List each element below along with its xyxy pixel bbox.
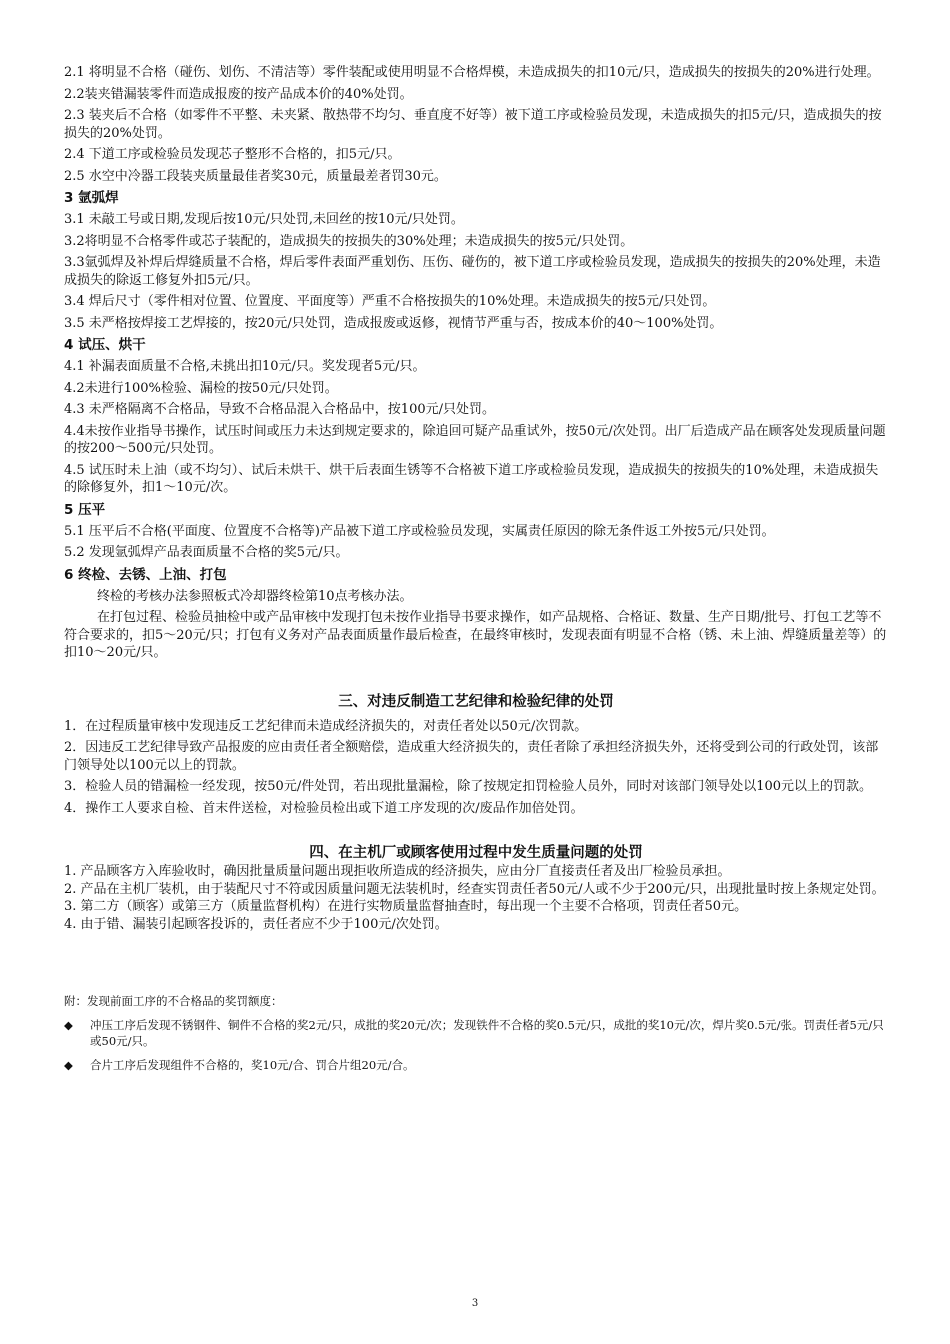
appendix-bullet-2 <box>64 1057 888 1073</box>
part-3-item-1: 1．在过程质量审核中发现违反工艺纪律而未造成经济损失的，对责任者处以50元/次罚款。 <box>64 718 588 734</box>
section-4-heading: 4 试压、烘干 <box>64 337 146 353</box>
item-4-1: 4.1 补漏表面质量不合格,未挑出扣10元/只。奖发现者5元/只。 <box>64 359 426 374</box>
part-4-title: 四、在主机厂或顾客使用过程中发生质量问题的处罚 <box>309 845 643 861</box>
part-3-item-3: 3．检验人员的错漏检一经发现，按50元/件处罚，若出现批量漏检，除了按规定扣罚检验人员外，同时对该部门领导处以100元以上的罚款。 <box>64 779 873 794</box>
item-2-2: 2.2装夹错漏装零件而造成报废的按产品成本价的40%处罚。 <box>64 86 413 102</box>
part-4-item-3: 3. 第二方（顾客）或第三方（质量监督机构）在进行实物质量监督抽查时，每出现一个主要不合格项，罚责任者50元。 <box>64 899 748 914</box>
item-4-5: 4.5 试压时未上油（或不均匀）、试后未烘干、烘干后表面生锈等不合格被下道工序或检验员发现，造成损失的按损失的10%处理，未造成损失的除修复外，扣1～10元/次。 <box>64 462 879 495</box>
appendix-bullet-text: 合片工序后发现组件不合格的，奖10元/合、罚合片组20元/合。 <box>90 1058 415 1072</box>
part-4-items <box>64 863 888 933</box>
item-2-5: 2.5 水空中冷器工段装夹质量最佳者奖30元，质量最差者罚30元。 <box>64 168 447 184</box>
section-6-paragraph-1: 终检的考核办法参照板式冷却器终检第10点考核办法。 <box>97 588 413 604</box>
diamond-bullet-icon: ◆ <box>64 1018 73 1032</box>
item-2-3: 2.3 装夹后不合格（如零件不平整、未夹紧、散热带不均匀、垂直度不好等）被下道工序或检验员发现，未造成损失的扣5元/只，造成损失的按损失的20%处罚。 <box>64 108 882 141</box>
part-3-title: 三、对违反制造工艺纪律和检验纪律的处罚 <box>338 693 614 710</box>
diamond-bullet-icon: ◆ <box>64 1058 73 1072</box>
item-5-1: 5.1 压平后不合格(平面度、位置度不合格等)产品被下道工序或检验员发现，实属责任原因的除无条件返工外按5元/只处罚。 <box>64 523 775 539</box>
appendix-bullet-text: 冲压工序后发现不锈钢件、铜件不合格的奖2元/只，成批的奖20元/次；发现铁件不合格的奖0.5元/只，成批的奖10元/次，焊片奖0.5元/张。罚责任者5元/只或50元/只。 <box>90 1018 884 1048</box>
item-2-4: 2.4 下道工序或检验员发现芯子整形不合格的，扣5元/只。 <box>64 147 401 162</box>
item-3-5: 3.5 未严格按焊接工艺焊接的，按20元/只处罚，造成报废或返修，视情节严重与否，按成本价的40～100%处罚。 <box>64 315 723 331</box>
item-2-1: 2.1 将明显不合格（碰伤、划伤、不清洁等）零件装配或使用明显不合格焊模，未造成损失的扣10元/只，造成损失的按损失的20%进行处理。 <box>64 65 880 80</box>
item-3-3: 3.3氩弧焊及补焊后焊缝质量不合格，焊后零件表面严重划伤、压伤、碰伤的，被下道工序或检验员发现，造成损失的按损失的20%处理，未造成损失的除返工修复外扣5元/只。 <box>64 255 881 288</box>
item-5-2: 5.2 发现氩弧焊产品表面质量不合格的奖5元/只。 <box>64 545 349 560</box>
part-4-item-2: 2. 产品在主机厂装机，由于装配尺寸不符或因质量问题无法装机时，经查实罚责任者50元/人或不少于200元/只，出现批量时按上条规定处罚。 <box>64 881 885 897</box>
appendix-heading: 附：发现前面工序的不合格品的奖罚额度： <box>64 994 283 1008</box>
document-page <box>64 64 888 1081</box>
section-6-heading: 6 终检、去锈、上油、打包 <box>64 566 227 583</box>
part-4-item-4: 4. 由于错、漏装引起顾客投诉的，责任者应不少于100元/次处罚。 <box>64 916 448 932</box>
item-3-1: 3.1 未敲工号或日期,发现后按10元/只处罚,未回丝的按10元/只处罚。 <box>64 212 464 227</box>
part-3-item-2: 2．因违反工艺纪律导致产品报废的应由责任者全额赔偿，造成重大经济损失的，责任者除了承担经济损失外，还将受到公司的行政处罚，该部门领导处以100元以上的罚款。 <box>64 740 879 773</box>
item-4-3: 4.3 未严格隔离不合格品，导致不合格品混入合格品中，按100元/只处罚。 <box>64 402 495 417</box>
item-3-4: 3.4 焊后尺寸（零件相对位置、位置度、平面度等）严重不合格按损失的10%处理。未造成损失的按5元/只处罚。 <box>64 294 716 309</box>
item-4-2: 4.2未进行100%检验、漏检的按50元/只处罚。 <box>64 380 338 396</box>
item-3-2: 3.2将明显不合格零件或芯子装配的，造成损失的按损失的30%处理；未造成损失的按5元/只处罚。 <box>64 233 634 249</box>
section-3-heading: 3 氩弧焊 <box>64 190 119 206</box>
section-6-paragraph-2: 在打包过程、检验员抽检中或产品审核中发现打包未按作业指导书要求操作，如产品规格、合格证、数量、生产日期/批号、打包工艺等不符合要求的，扣5～20元/只；打包有义务对产品表面质量作最后检查，在最终审核时，发现表面有明显不合格（锈、未上油、焊缝质量差等）的扣10～20元/只。 <box>64 610 887 660</box>
section-5-heading: 5 压平 <box>64 501 106 518</box>
section-2-items <box>64 64 888 185</box>
part-4-item-1: 1. 产品顾客方入库验收时，确因批量质量问题出现拒收所造成的经济损失，应由分厂直接责任者及出厂检验员承担。 <box>64 864 731 879</box>
part-3-item-4: 4．操作工人要求自检、首末件送检，对检验员检出或下道工序发现的次/废品作加倍处罚。 <box>64 800 584 816</box>
page-number: 3 <box>471 1298 479 1309</box>
appendix-bullet-1 <box>64 1017 888 1049</box>
item-4-4: 4.4未按作业指导书操作，试压时间或压力未达到规定要求的，除追回可疑产品重试外，按50元/次处罚。出厂后造成产品在顾客处发现质量问题的按200～500元/只处罚。 <box>64 423 886 456</box>
